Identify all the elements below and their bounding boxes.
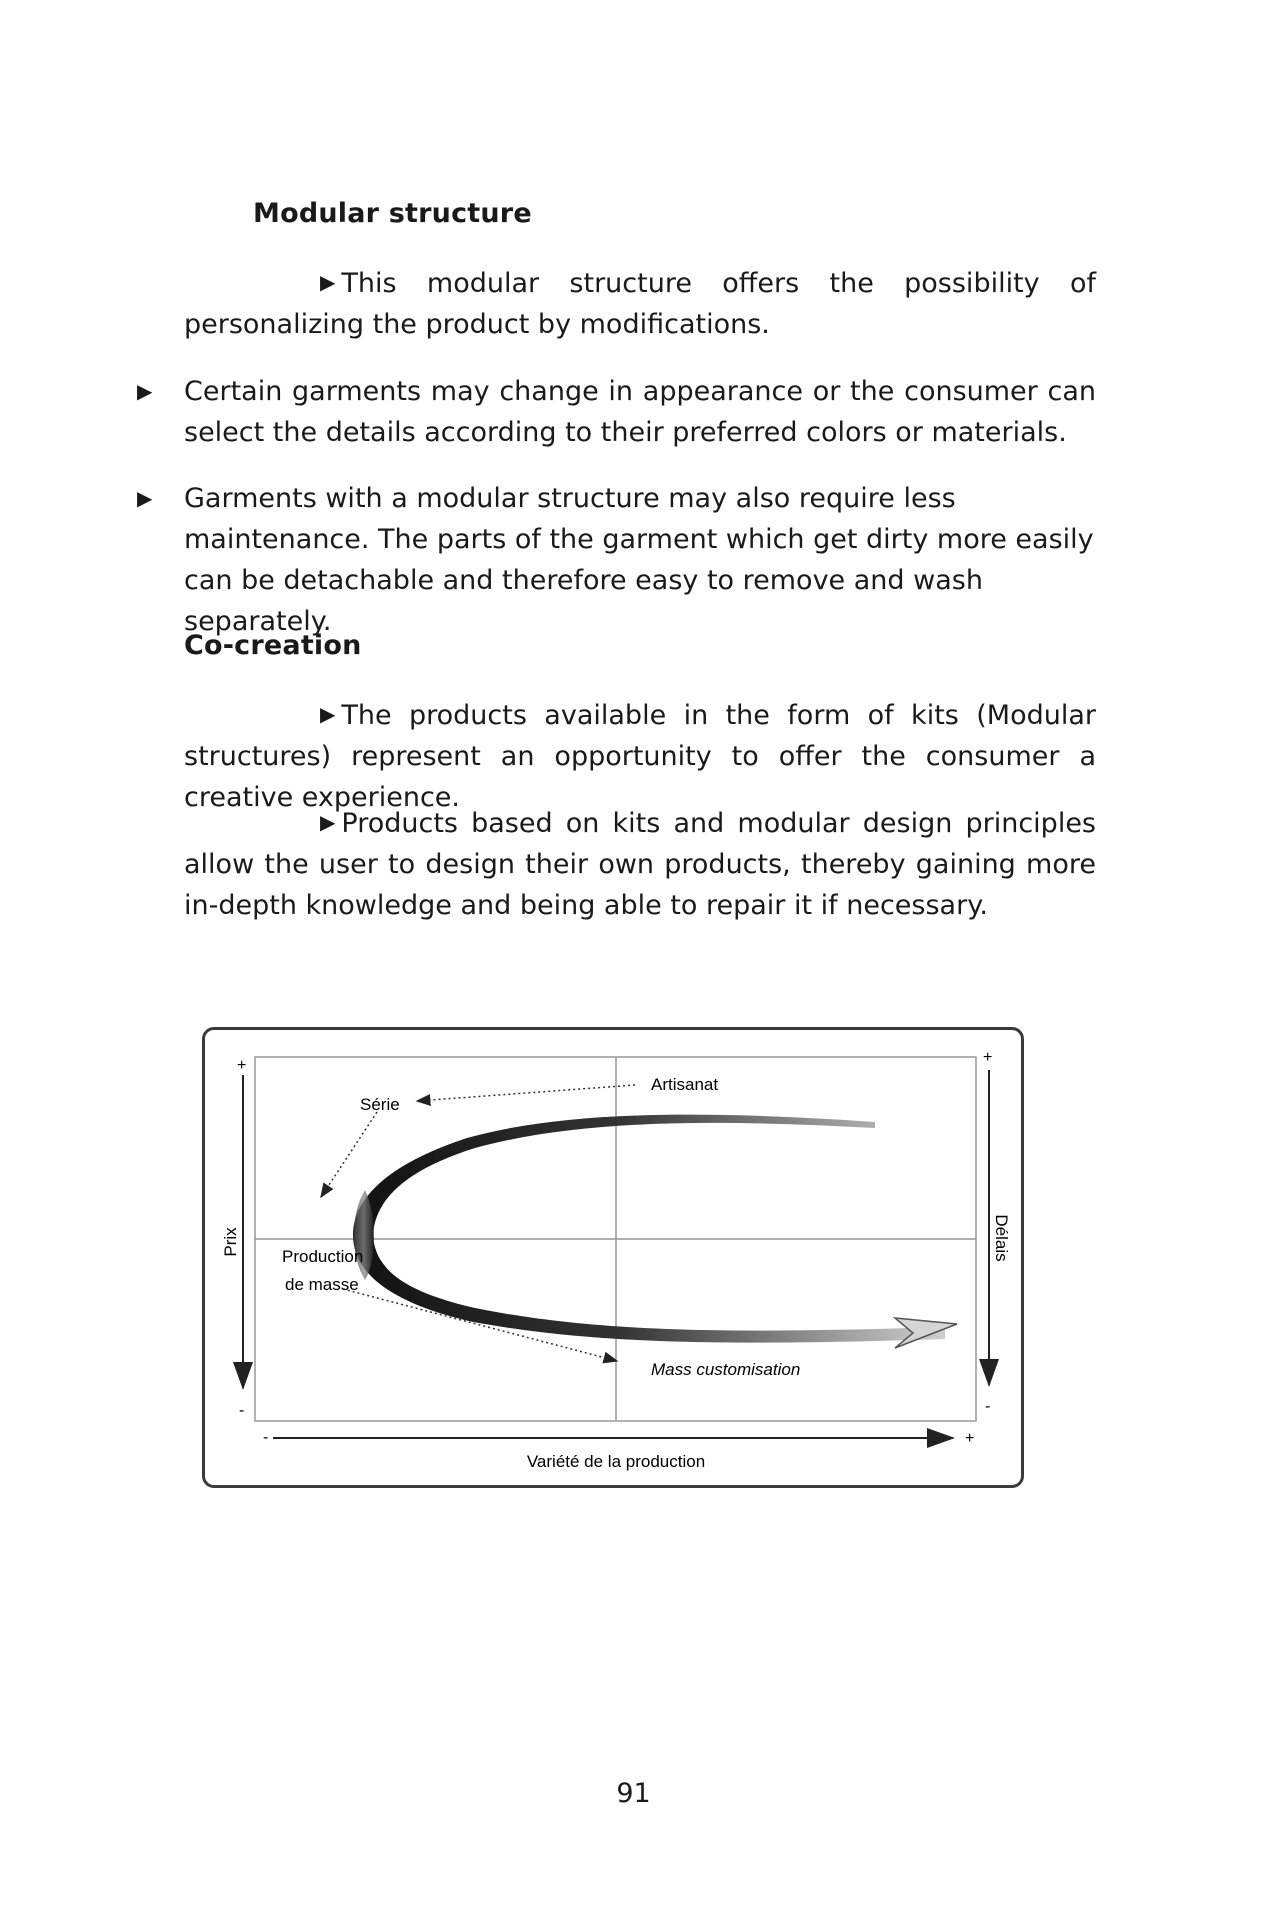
price-axis-label: Prix [221,1227,240,1257]
section-heading-co-creation: Co-creation [184,630,362,661]
production-variety-axis-label: Variété de la production [526,1452,706,1471]
bullet-item-garments-appearance: Certain garments may change in appearance or the consumer can select the details according to their preferred colors or materials. [184,376,1096,448]
production-de-masse-label-line1: Production [282,1247,364,1266]
mass-customisation-label: Mass customisation [651,1360,801,1379]
paragraph-modular-personalization [184,262,1096,345]
bullet-item-maintenance: Garments with a modular structure may also require less maintenance. The parts of the garment which get dirty more easily can be detachable and therefore easy to remove and wash separately. [184,483,1094,637]
artisanat-to-serie-arrow [417,1085,635,1101]
triangle-bullet-icon: ▶ [320,270,336,294]
triangle-bullet-icon: ▶ [320,702,336,726]
evolution-curve [353,1115,945,1343]
paragraph-kits-opportunity [184,694,1096,818]
artisanat-label: Artisanat [651,1075,719,1094]
price-axis-plus: + [237,1057,247,1074]
paragraph-text: Products based on kits and modular design principles allow the user to design their own products, thereby gaining more in-depth knowledge and being able to repair it if necessary. [184,808,1096,921]
production-variety-axis-plus: + [965,1430,975,1447]
price-axis-minus: - [239,1402,245,1419]
mass-customisation-figure [202,1027,1024,1488]
delay-axis-minus: - [985,1398,991,1415]
delay-axis-label: Délais [992,1214,1011,1262]
page-number: 91 [616,1778,651,1809]
serie-label: Série [360,1095,400,1114]
paragraph-text: The products available in the form of kits (Modular structures) represent an opportunity to offer the consumer a creative experience. [184,700,1096,813]
delay-axis-plus: + [983,1049,993,1066]
production-de-masse-label-line2: de masse [285,1275,359,1294]
triangle-bullet-icon: ▶ [137,379,153,403]
serie-to-production-arrow [321,1112,377,1197]
section-heading-modular-structure: Modular structure [253,198,532,229]
triangle-bullet-icon: ▶ [320,810,336,834]
paragraph-text: This modular structure offers the possibility of personalizing the product by modifications. [184,268,1096,340]
triangle-bullet-icon: ▶ [137,486,153,510]
production-variety-axis-minus: - [263,1429,269,1446]
mass-customisation-diagram [205,1030,1027,1491]
paragraph-kits-design-principles [184,802,1096,926]
